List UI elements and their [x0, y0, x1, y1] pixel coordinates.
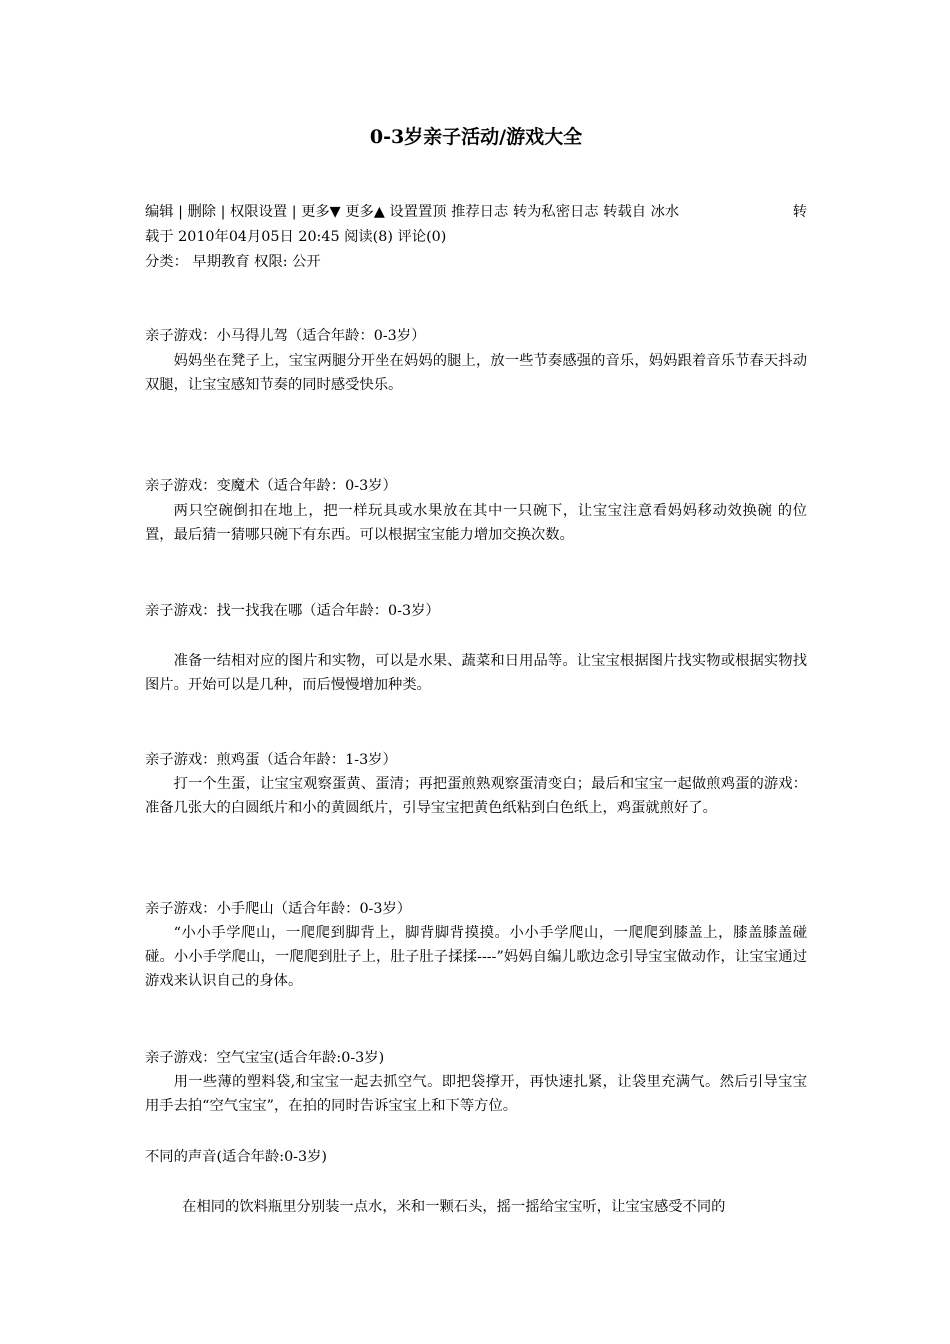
game-heading: 亲子游戏：小手爬山（适合年龄：0-3岁）: [145, 901, 412, 917]
blog-actions[interactable]: 编辑 | 删除 | 权限设置 | 更多▼ 更多▲ 设置置顶 推荐日志 转为私密日志 转载自 冰水: [145, 204, 680, 220]
repost-label-start: 转: [792, 204, 807, 220]
blog-toolbar: [145, 200, 807, 224]
game-description: 准备一结相对应的图片和实物，可以是水果、蔬菜和日用品等。让宝宝根据图片找实物或根据实物找图片。开始可以是几种，而后慢慢增加种类。: [145, 653, 807, 693]
post-meta-info: 载于 2010年04月05日 20:45 阅读(8) 评论(0): [145, 229, 447, 245]
game-description: 两只空碗倒扣在地上，把一样玩具或水果放在其中一只碗下，让宝宝注意看妈妈移动效换碗 的位置，最后猜一猜哪只碗下有东西。可以根据宝宝能力增加交换次数。: [145, 503, 807, 543]
game-heading: 亲子游戏：煎鸡蛋（适合年龄：1-3岁）: [145, 752, 397, 768]
game-heading: 亲子游戏：变魔术（适合年龄：0-3岁）: [145, 478, 397, 494]
game-description: “小小手学爬山，一爬爬到脚背上，脚背脚背摸摸。小小手学爬山，一爬爬到膝盖上，膝盖膝盖碰碰。小小手学爬山，一爬爬到肚子上，肚子肚子揉揉----”妈妈自编儿歌边念引导宝宝做动作，让宝宝通过游戏来认识自己的身体。: [145, 925, 807, 989]
post-category: 分类： 早期教育 权限: 公开: [145, 254, 321, 270]
page-title: 0-3岁亲子活动/游戏大全: [369, 126, 583, 148]
game-description: 在相同的饮料瓶里分别装一点水，米和一颗石头，摇一摇给宝宝听，让宝宝感受不同的: [182, 1199, 726, 1215]
game-heading: 亲子游戏：空气宝宝(适合年龄:0-3岁): [145, 1050, 385, 1066]
game-heading: 亲子游戏：小马得儿驾（适合年龄：0-3岁）: [145, 328, 426, 344]
game-heading: 亲子游戏：找一找我在哪（适合年龄：0-3岁）: [145, 603, 440, 619]
game-description: 用一些薄的塑料袋,和宝宝一起去抓空气。即把袋撑开，再快速扎紧，让袋里充满气。然后引导宝宝用手去拍“空气宝宝”，在拍的同时告诉宝宝上和下等方位。: [145, 1074, 807, 1114]
game-description: 打一个生蛋，让宝宝观察蛋黄、蛋清；再把蛋煎熟观察蛋清变白；最后和宝宝一起做煎鸡蛋的游戏：准备几张大的白圆纸片和小的黄圆纸片，引导宝宝把黄色纸粘到白色纸上，鸡蛋就煎好了。: [145, 776, 807, 816]
game-description: 妈妈坐在凳子上，宝宝两腿分开坐在妈妈的腿上，放一些节奏感强的音乐，妈妈跟着音乐节春天抖动双腿，让宝宝感知节奏的同时感受快乐。: [145, 353, 807, 393]
game-heading: 不同的声音(适合年龄:0-3岁): [145, 1149, 327, 1165]
